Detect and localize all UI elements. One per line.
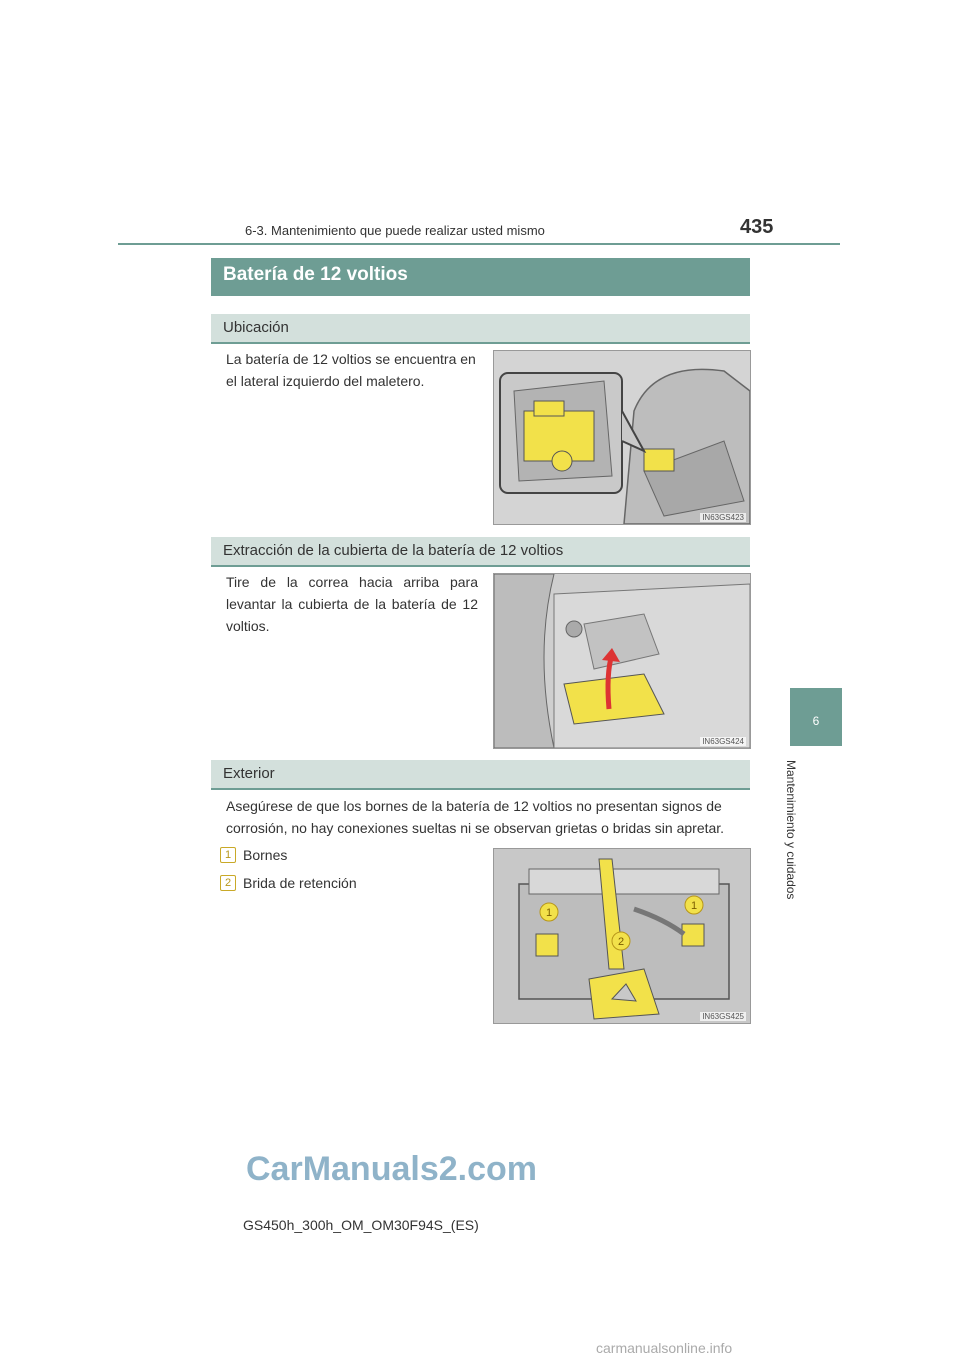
figure-code: IN63GS424 [702,737,744,746]
item-number: 1 [220,847,236,863]
subheading-exterior: Exterior [211,760,750,790]
figure-battery-cover [493,573,751,749]
page-title: Batería de 12 voltios [223,264,408,285]
svg-text:1: 1 [690,900,698,912]
figure-code: IN63GS423 [702,513,744,522]
page-title-bar [211,258,750,296]
page-number: 435 [740,216,774,238]
watermark: CarManuals2.com [246,1150,537,1188]
subheading-extraccion: Extracción de la cubierta de la batería de 12 voltios [211,537,750,567]
svg-text:1: 1 [545,907,553,919]
figure-battery-exterior [493,848,751,1024]
svg-text:2: 2 [617,936,625,948]
paragraph-exterior: Asegúrese de que los bornes de la batería de 12 voltios no presentan signos de corrosión, no hay conexiones sueltas ni se observan grietas o bridas sin apretar. [226,798,725,836]
chapter-number: 6 [812,714,820,728]
chapter-label: Mantenimiento y cuidados [784,760,798,900]
document-code: GS450h_300h_OM_OM30F94S_(ES) [243,1217,479,1233]
figure-code: IN63GS425 [702,1012,744,1021]
paragraph-extraccion: Tire de la correa hacia arriba para levantar la cubierta de la batería de 12 voltios. [226,574,478,634]
watermark-site: carmanualsonline.info [596,1340,733,1356]
subheading-ubicacion: Ubicación [211,314,750,344]
item-label: Bornes [243,847,288,863]
paragraph-ubicacion: La batería de 12 voltios se encuentra en el lateral izquierdo del maletero. [226,351,476,389]
section-header: 6-3. Mantenimiento que puede realizar usted mismo [245,223,545,238]
figure-battery-location [493,350,751,525]
item-label: Brida de retención [243,875,357,891]
header-rule [118,243,840,245]
item-number: 2 [220,875,236,891]
